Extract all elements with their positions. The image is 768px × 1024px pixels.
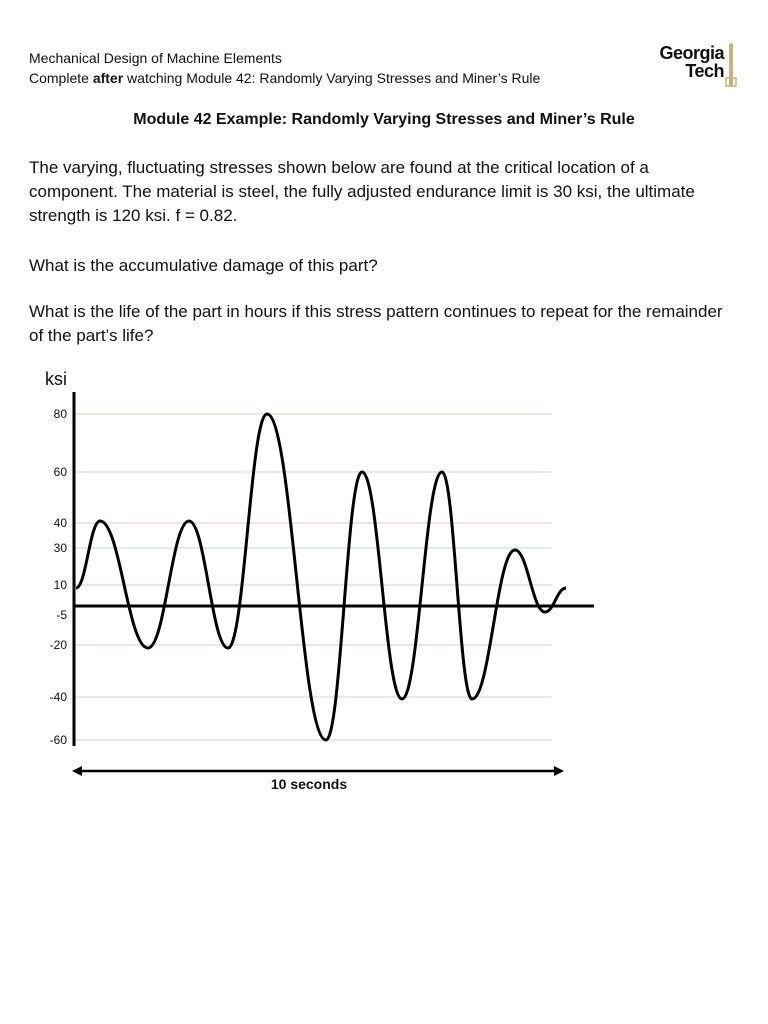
- y-tick-label: 60: [53, 465, 67, 479]
- course-subtitle: [29, 68, 540, 88]
- subtitle-bold: after: [92, 70, 124, 86]
- problem-statement: The varying, fluctuating stresses shown below are found at the critical location of a component. The material is steel, the fully adjusted endurance limit is 30 ksi, the ultimate strength is 120 ksi. f = 0.82.: [29, 158, 695, 225]
- stress-curve: [76, 414, 566, 740]
- subtitle-pre: Complete: [29, 70, 93, 86]
- course-header: [29, 48, 540, 88]
- y-tick-label: 40: [53, 516, 67, 530]
- question-life: What is the life of the part in hours if this stress pattern continues to repeat for the remainder of the part’s life?: [29, 302, 723, 345]
- logo-line1: Georgia: [659, 43, 724, 63]
- subtitle-post: watching Module 42: Randomly Varying Stresses and Miner’s Rule: [123, 70, 541, 86]
- y-tick-labels: [50, 407, 68, 747]
- georgia-tech-logo: [638, 42, 738, 88]
- y-tick-label: 10: [53, 578, 67, 592]
- question-damage: What is the accumulative damage of this part?: [29, 256, 378, 275]
- duration-label: 10 seconds: [270, 776, 348, 792]
- duration-arrow: [72, 766, 564, 776]
- y-tick-label: -60: [49, 733, 67, 747]
- y-tick-label: 30: [53, 541, 67, 555]
- stress-chart-svg: [0, 360, 768, 800]
- y-tick-label: 80: [53, 407, 67, 421]
- y-axis-label: ksi: [45, 369, 67, 389]
- y-tick-label: -20: [49, 638, 67, 652]
- y-tick-label: -40: [49, 690, 67, 704]
- page-title: Module 42 Example: Randomly Varying Stresses and Miner’s Rule: [133, 111, 635, 128]
- course-title: Mechanical Design of Machine Elements: [29, 50, 282, 66]
- y-tick-label: -5: [56, 608, 67, 622]
- logo-line2: Tech: [685, 61, 724, 81]
- tower-icon: [724, 42, 738, 88]
- stress-chart: [0, 360, 768, 800]
